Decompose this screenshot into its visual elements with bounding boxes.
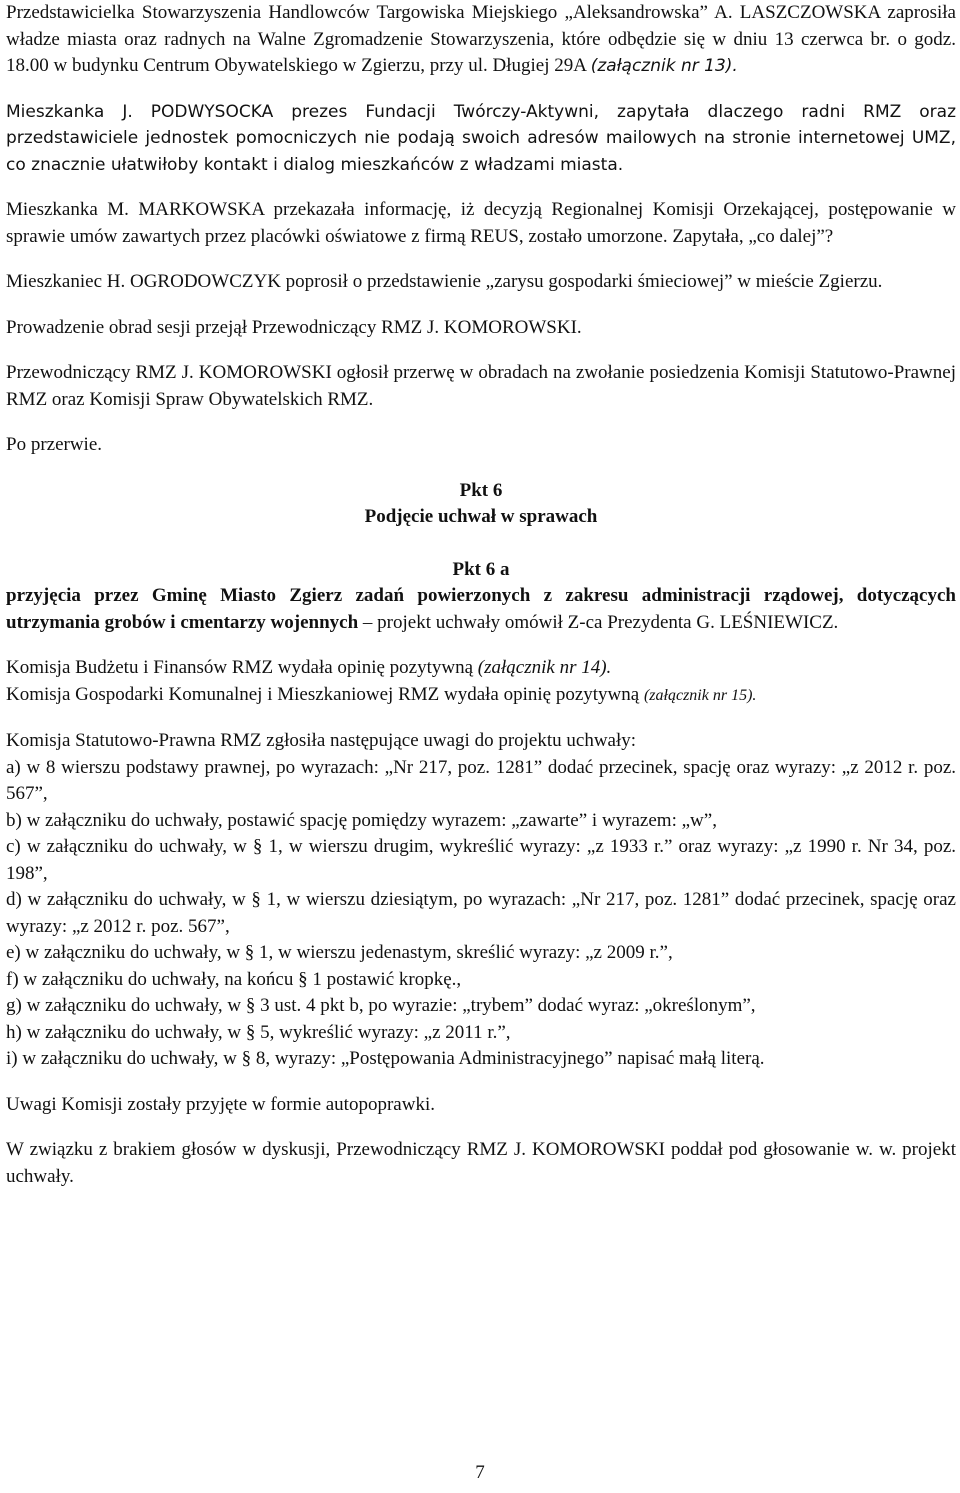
opinion-attachment-ref: (załącznik nr 15). <box>643 686 757 704</box>
ogrodowczyk-paragraph: Mieszkaniec H. OGRODOWCZYK poprosił o przedstawienie „zarysu gospodarki śmieciowej” w mieście Zgierzu. <box>6 271 883 292</box>
remark-item: a) w 8 wierszu podstawy prawnej, po wyrazach: „Nr 217, poz. 1281” dodać przecinek, spację oraz wyrazy: „z 2012 r. poz. 567”, <box>6 756 956 804</box>
remark-item: g) w załączniku do uchwały, w § 3 ust. 4 pkt b, po wyrazie: „trybem” dodać wyraz: „określonym”, <box>6 995 756 1016</box>
opinion-text: Komisja Gospodarki Komunalnej i Mieszkaniowej RMZ wydała opinię pozytywną <box>6 683 644 705</box>
intro-attachment-ref: (załącznik nr 13). <box>590 56 738 76</box>
remark-item: d) w załączniku do uchwały, w § 1, w wierszu dziesiątym, po wyrazach: „Nr 217, poz. 1281” dodać przecinek, spację oraz wyrazy: „z 2012 r. poz. 567”, <box>6 889 956 937</box>
intro-text: Przedstawicielka Stowarzyszenia Handlowców Targowiska Miejskiego „Aleksandrowska” A. LASZCZOWSKA zaprosiła władze miasta oraz radnych na Walne Zgromadzenie Stowarzyszenia, które odbędzie się w dniu 13 czerwca br. o godz. 18.00 w budynku Centrum Obywatelskiego w Zgierzu, przy ul. Długiej 29A <box>6 2 956 76</box>
opinion-text: Komisja Budżetu i Finansów RMZ wydała opinię pozytywną <box>6 657 478 678</box>
remark-item: i) w załączniku do uchwały, w § 8, wyrazy: „Postępowania Administracyjnego” napisać małą literą. <box>6 1048 765 1069</box>
markowska-paragraph: Mieszkanka M. MARKOWSKA przekazała informację, iż decyzją Regionalnej Komisji Orzekającej, postępowanie w sprawie umów zawartych przez placówki oświatowe z firmą REUS, zostało umorzone. Zapytała, „co dalej”? <box>6 199 956 247</box>
remark-item: h) w załączniku do uchwały, w § 5, wykreślić wyrazy: „z 2011 r.”, <box>6 1021 511 1043</box>
pkt6a-paragraph <box>6 583 956 636</box>
page-number: 7 <box>475 1462 485 1483</box>
intro-paragraph <box>6 0 956 80</box>
podwysocka-paragraph: Mieszkanka J. PODWYSOCKA prezes Fundacji Twórczy-Aktywni, zapytała dlaczego radni RMZ oraz przedstawiciele jednostek pomocniczych nie podają swoich adresów mailowych na stronie internetowej UMZ, co znacznie ułatwiłoby kontakt i dialog mieszkańców z władzami miasta. <box>6 101 956 175</box>
pkt6a-bold-text: przyjęcia przez Gminę Miasto Zgierz zadań powierzonych z zakresu administracji rządowej, dotyczących utrzymania grobów i cmentarzy wojennych <box>6 585 956 633</box>
opinion-line <box>6 655 956 682</box>
vote-paragraph: W związku z brakiem głosów w dyskusji, Przewodniczący RMZ J. KOMOROWSKI poddał pod głosowanie w. w. projekt uchwały. <box>6 1139 956 1187</box>
pkt6a-heading: Pkt 6 a <box>452 558 510 580</box>
remark-item: b) w załączniku do uchwały, postawić spację pomiędzy wyrazem: „zawarte” i wyrazem: „w”, <box>6 809 717 831</box>
document-page <box>6 0 956 1190</box>
pkt6a-rest-text: – projekt uchwały omówił Z-ca Prezydenta G. LEŚNIEWICZ. <box>358 611 839 633</box>
accepted-paragraph: Uwagi Komisji zostały przyjęte w formie autopoprawki. <box>6 1093 435 1115</box>
break-announcement-paragraph: Przewodniczący RMZ J. KOMOROWSKI ogłosił przerwę w obradach na zwołanie posiedzenia Komisji Statutowo-Prawnej RMZ oraz Komisji Spraw Obywatelskich RMZ. <box>6 362 956 410</box>
remark-item: e) w załączniku do uchwały, w § 1, w wierszu jedenastym, skreślić wyrazy: „z 2009 r.”, <box>6 942 673 963</box>
after-break-paragraph: Po przerwie. <box>6 434 103 455</box>
opinion-attachment-ref: (załącznik nr 14). <box>477 657 612 678</box>
remark-item: f) w załączniku do uchwały, na końcu § 1 postawić kropkę., <box>6 968 462 990</box>
pkt6-subheading: Podjęcie uchwał w sprawach <box>364 506 598 527</box>
opinion-line <box>6 682 956 710</box>
remarks-intro: Komisja Statutowo-Prawna RMZ zgłosiła następujące uwagi do projektu uchwały: <box>6 730 637 751</box>
remark-item: c) w załączniku do uchwały, w § 1, w wierszu drugim, wykreślić wyrazy: „z 1933 r.” oraz wyrazy: „z 1990 r. Nr 34, poz. 198”, <box>6 836 956 884</box>
chair-takeover-paragraph: Prowadzenie obrad sesji przejął Przewodniczący RMZ J. KOMOROWSKI. <box>6 316 582 338</box>
pkt6-heading: Pkt 6 <box>459 479 503 501</box>
